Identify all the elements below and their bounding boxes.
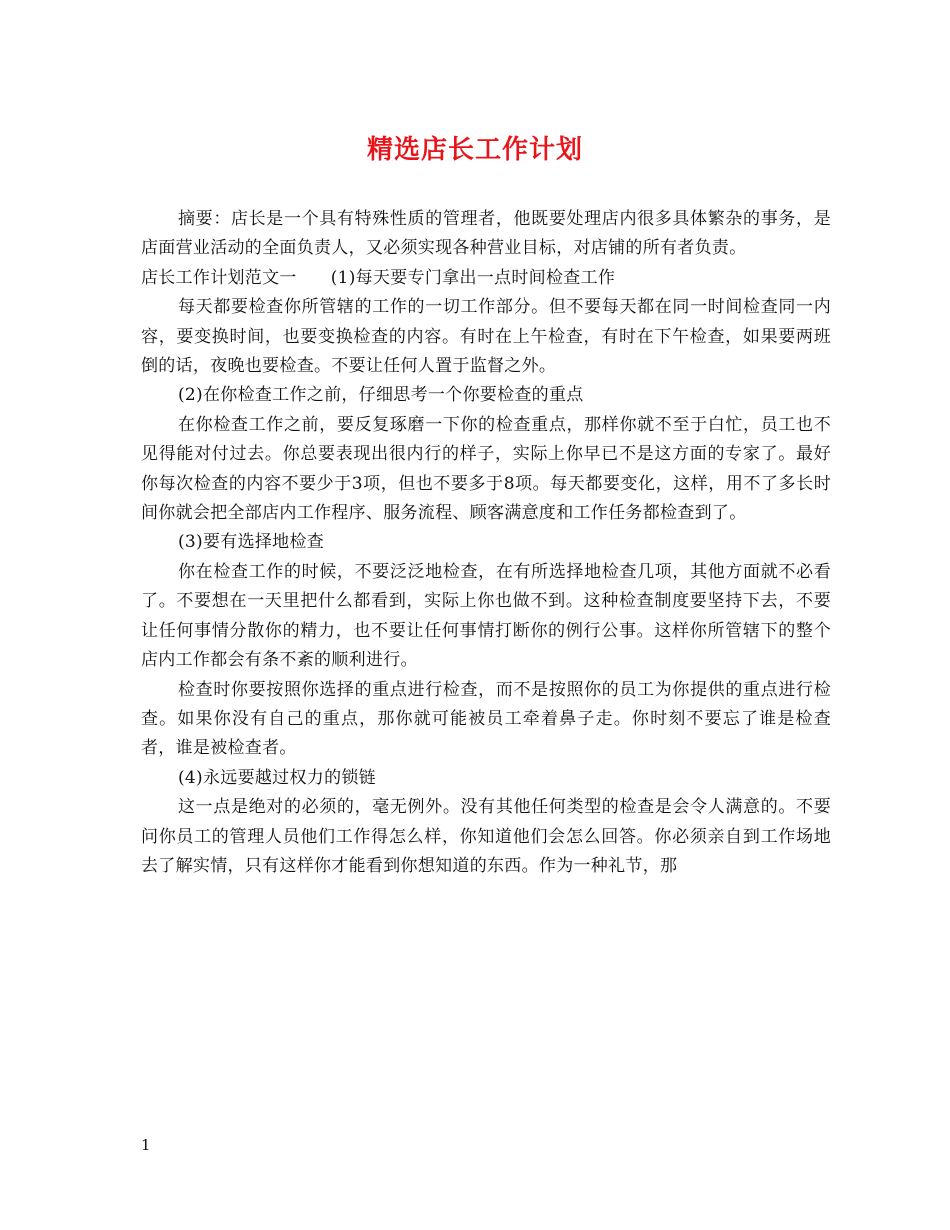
heading-1: (1)每天要专门拿出一点时间检查工作 bbox=[330, 267, 616, 288]
section-label: 店长工作计划范文一 bbox=[141, 267, 297, 288]
abstract-paragraph: 摘要：店长是一个具有特殊性质的管理者，他既要处理店内很多具体繁杂的事务，是店面营业活动的全面负责人，又必须实现各种营业目标，对店铺的所有者负责。 bbox=[141, 209, 831, 259]
heading-4: (4)永远要越过权力的锁链 bbox=[178, 767, 376, 788]
heading-2: (2)在你检查工作之前，仔细思考一个你要检查的重点 bbox=[178, 385, 584, 406]
paragraph-5: 这一点是绝对的必须的，毫无例外。没有其他任何类型的检查是会令人满意的。不要问你员工的管理人员他们工作得怎么样，你知道他们会怎么回答。你必须亲自到工作场地去了解实情，只有这样你才能看到你想知道的东西。作为一种礼节，那 bbox=[141, 797, 831, 876]
paragraph-4: 检查时你要按照你选择的重点进行检查，而不是按照你的员工为你提供的重点进行检查。如果你没有自己的重点，那你就可能被员工牵着鼻子走。你时刻不要忘了谁是检查者，谁是被检查者。 bbox=[141, 679, 831, 759]
document-title: 精选店长工作计划 bbox=[366, 135, 583, 165]
section-line bbox=[141, 264, 831, 293]
paragraph-3: 你在检查工作的时候，不要泛泛地检查，在有所选择地检查几项，其他方面就不必看了。不要想在一天里把什么都看到，实际上你也做不到。这种检查制度要坚持下去，不要让任何事情分散你的精力，也不要让任何事情打断你的例行公事。这样你所管辖下的整个店内工作都会有条不紊的顺利进行。 bbox=[141, 561, 831, 671]
page-number: 1 bbox=[141, 1136, 151, 1154]
paragraph-1: 每天都要检查你所管辖的工作的一切工作部分。但不要每天都在同一时间检查同一内容，要变换时间，也要变换检查的内容。有时在上午检查，有时在下午检查，如果要两班倒的话，夜晚也要检查。不要让任何人置于监督之外。 bbox=[141, 297, 831, 377]
document-body bbox=[141, 205, 831, 881]
paragraph-2: 在你检查工作之前，要反复琢磨一下你的检查重点，那样你就不至于白忙，员工也不见得能对付过去。你总要表现出很内行的样子，实际上你早已不是这方面的专家了。最好你每次检查的内容不要少于3项，但也不要多于8项。每天都要变化，这样，用不了多长时间你就会把全部店内工作程序、服务流程、顾客满意度和工作任务都检查到了。 bbox=[141, 414, 831, 524]
heading-3: (3)要有选择地检查 bbox=[178, 532, 325, 553]
